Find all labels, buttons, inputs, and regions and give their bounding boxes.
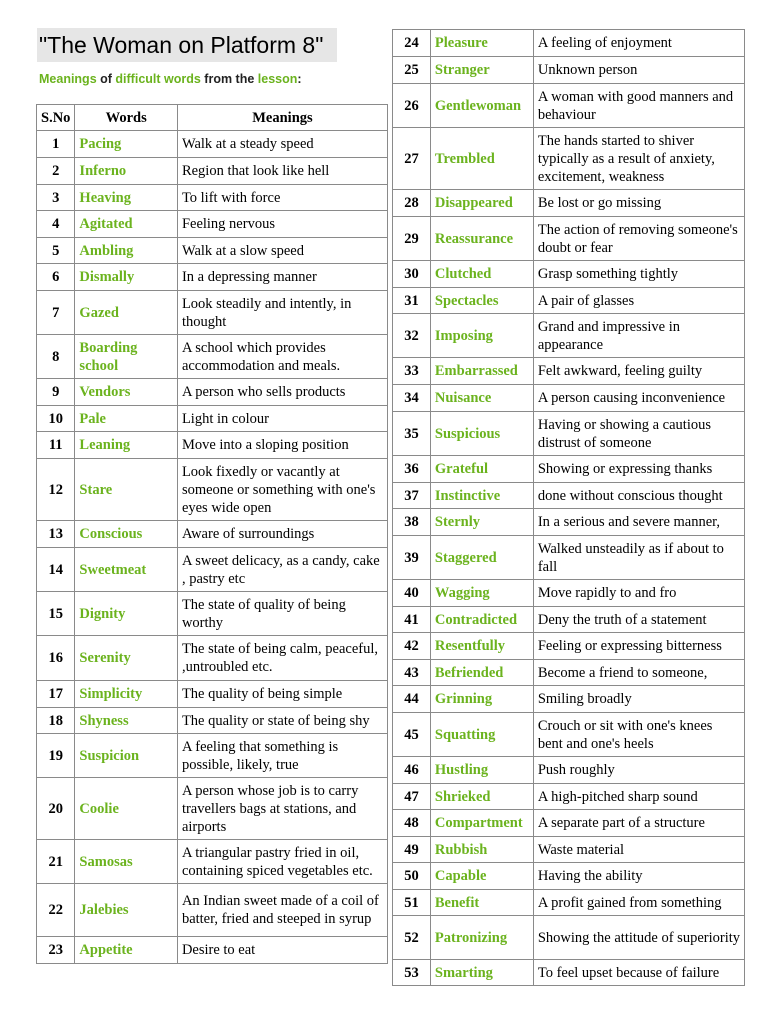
table-row (393, 960, 745, 986)
row-number: 43 (393, 660, 431, 686)
vocab-word: Suspicion (75, 734, 178, 778)
word-meaning: The hands started to shiver typically as a result of anxiety, excitement, weakness (533, 128, 744, 190)
row-number: 40 (393, 580, 431, 607)
row-number: 18 (37, 708, 75, 734)
word-meaning: Deny the truth of a statement (533, 607, 744, 633)
row-number: 5 (37, 238, 75, 264)
table-row (393, 128, 745, 190)
row-number: 12 (37, 459, 75, 521)
page-subtitle (39, 72, 302, 86)
row-number: 52 (393, 916, 431, 960)
row-number: 37 (393, 483, 431, 509)
vocab-word: Trembled (430, 128, 533, 190)
row-number: 48 (393, 810, 431, 837)
table-row (393, 660, 745, 686)
word-meaning: A woman with good manners and behaviour (533, 84, 744, 128)
table-row (393, 84, 745, 128)
table-row (37, 211, 388, 238)
vocab-word: Smarting (430, 960, 533, 986)
row-number: 49 (393, 837, 431, 863)
row-number: 11 (37, 432, 75, 459)
row-number: 24 (393, 30, 431, 57)
table-row (37, 238, 388, 264)
word-meaning: Unknown person (533, 57, 744, 84)
vocab-word: Disappeared (430, 190, 533, 217)
vocab-word: Pleasure (430, 30, 533, 57)
vocab-word: Befriended (430, 660, 533, 686)
word-meaning: Showing or expressing thanks (533, 456, 744, 483)
table-row (37, 884, 388, 937)
word-meaning: Felt awkward, feeling guilty (533, 358, 744, 385)
row-number: 13 (37, 521, 75, 548)
word-meaning: Desire to eat (177, 937, 387, 964)
word-meaning: Be lost or go missing (533, 190, 744, 217)
word-meaning: Move rapidly to and fro (533, 580, 744, 607)
table-row (37, 708, 388, 734)
vocab-word: Heaving (75, 185, 178, 211)
row-number: 8 (37, 335, 75, 379)
row-number: 53 (393, 960, 431, 986)
row-number: 23 (37, 937, 75, 964)
table-row (37, 734, 388, 778)
table-row (393, 483, 745, 509)
row-number: 31 (393, 288, 431, 314)
vocab-word: Nuisance (430, 385, 533, 412)
vocab-word: Squatting (430, 713, 533, 757)
row-number: 32 (393, 314, 431, 358)
word-meaning: Walked unsteadily as if about to fall (533, 536, 744, 580)
vocab-word: Agitated (75, 211, 178, 238)
vocab-word: Rubbish (430, 837, 533, 863)
row-number: 20 (37, 778, 75, 840)
row-number: 30 (393, 261, 431, 288)
table-row (37, 432, 388, 459)
table-row (393, 288, 745, 314)
vocab-word: Vendors (75, 379, 178, 406)
row-number: 6 (37, 264, 75, 291)
subtitle-segment: from the (200, 72, 258, 86)
row-number: 29 (393, 217, 431, 261)
row-number: 3 (37, 185, 75, 211)
vocabulary-table-left (36, 104, 388, 964)
word-meaning: The quality of being simple (177, 681, 387, 708)
table-row (393, 713, 745, 757)
table-row (37, 335, 388, 379)
vocab-word: Boarding school (75, 335, 178, 379)
vocab-word: Samosas (75, 840, 178, 884)
vocab-word: Contradicted (430, 607, 533, 633)
vocab-word: Simplicity (75, 681, 178, 708)
header-sno: S.No (37, 105, 75, 131)
vocab-word: Stranger (430, 57, 533, 84)
row-number: 39 (393, 536, 431, 580)
table-row (393, 686, 745, 713)
table-row (37, 592, 388, 636)
subtitle-segment: difficult words (115, 72, 201, 86)
table-row (393, 810, 745, 837)
table-row (37, 778, 388, 840)
table-row (393, 456, 745, 483)
vocab-word: Pacing (75, 131, 178, 158)
word-meaning: A feeling that something is possible, likely, true (177, 734, 387, 778)
vocab-word: Capable (430, 863, 533, 890)
row-number: 9 (37, 379, 75, 406)
word-meaning: A high-pitched sharp sound (533, 784, 744, 810)
vocab-word: Clutched (430, 261, 533, 288)
vocab-word: Stare (75, 459, 178, 521)
word-meaning: To feel upset because of failure (533, 960, 744, 986)
vocabulary-table-right (392, 29, 745, 986)
table-row (393, 890, 745, 916)
word-meaning: Grasp something tightly (533, 261, 744, 288)
row-number: 38 (393, 509, 431, 536)
vocab-word: Patronizing (430, 916, 533, 960)
word-meaning: To lift with force (177, 185, 387, 211)
vocab-word: Inferno (75, 158, 178, 185)
table-row (393, 57, 745, 84)
table-row (393, 261, 745, 288)
row-number: 21 (37, 840, 75, 884)
word-meaning: The state of quality of being worthy (177, 592, 387, 636)
row-number: 1 (37, 131, 75, 158)
vocab-word: Jalebies (75, 884, 178, 937)
vocab-word: Compartment (430, 810, 533, 837)
table-row (393, 314, 745, 358)
word-meaning: Push roughly (533, 757, 744, 784)
vocab-word: Benefit (430, 890, 533, 916)
row-number: 22 (37, 884, 75, 937)
page-title: "The Woman on Platform 8" (37, 28, 337, 62)
vocab-word: Coolie (75, 778, 178, 840)
vocab-word: Dismally (75, 264, 178, 291)
vocab-word: Sweetmeat (75, 548, 178, 592)
table-row (393, 837, 745, 863)
table-row (37, 548, 388, 592)
word-meaning: Region that look like hell (177, 158, 387, 185)
row-number: 50 (393, 863, 431, 890)
vocab-word: Grinning (430, 686, 533, 713)
row-number: 46 (393, 757, 431, 784)
vocab-word: Gentlewoman (430, 84, 533, 128)
word-meaning: The state of being calm, peaceful, ,untroubled etc. (177, 636, 387, 681)
vocab-word: Instinctive (430, 483, 533, 509)
row-number: 25 (393, 57, 431, 84)
word-meaning: Walk at a steady speed (177, 131, 387, 158)
table-row (37, 379, 388, 406)
table-row (393, 509, 745, 536)
header-meanings: Meanings (177, 105, 387, 131)
vocab-word: Shyness (75, 708, 178, 734)
vocab-word: Staggered (430, 536, 533, 580)
row-number: 15 (37, 592, 75, 636)
subtitle-segment: of (96, 72, 116, 86)
vocab-word: Dignity (75, 592, 178, 636)
table-row (37, 406, 388, 432)
table-row (37, 521, 388, 548)
subtitle-segment: Meanings (39, 72, 97, 86)
table-row (393, 784, 745, 810)
table-row (393, 863, 745, 890)
word-meaning: Become a friend to someone, (533, 660, 744, 686)
table-row (393, 217, 745, 261)
table-row (37, 840, 388, 884)
row-number: 27 (393, 128, 431, 190)
row-number: 41 (393, 607, 431, 633)
subtitle-segment: lesson (257, 72, 298, 86)
vocab-word: Sternly (430, 509, 533, 536)
table-row (37, 681, 388, 708)
table-row (393, 30, 745, 57)
row-number: 42 (393, 633, 431, 660)
word-meaning: Showing the attitude of superiority (533, 916, 744, 960)
word-meaning: A triangular pastry fried in oil, containing spiced vegetables etc. (177, 840, 387, 884)
word-meaning: Feeling or expressing bitterness (533, 633, 744, 660)
row-number: 35 (393, 412, 431, 456)
word-meaning: In a serious and severe manner, (533, 509, 744, 536)
word-meaning: A person whose job is to carry travellers bags at stations, and airports (177, 778, 387, 840)
table-row (37, 291, 388, 335)
vocab-word: Resentfully (430, 633, 533, 660)
vocab-word: Conscious (75, 521, 178, 548)
table-row (393, 757, 745, 784)
table-row (37, 937, 388, 964)
word-meaning: Crouch or sit with one's knees bent and one's heels (533, 713, 744, 757)
word-meaning: A pair of glasses (533, 288, 744, 314)
table-row (393, 916, 745, 960)
row-number: 33 (393, 358, 431, 385)
table-row (37, 459, 388, 521)
vocab-word: Gazed (75, 291, 178, 335)
table-row (393, 412, 745, 456)
table-row (393, 580, 745, 607)
row-number: 51 (393, 890, 431, 916)
vocab-word: Suspicious (430, 412, 533, 456)
row-number: 2 (37, 158, 75, 185)
row-number: 10 (37, 406, 75, 432)
row-number: 47 (393, 784, 431, 810)
word-meaning: Grand and impressive in appearance (533, 314, 744, 358)
word-meaning: In a depressing manner (177, 264, 387, 291)
word-meaning: done without conscious thought (533, 483, 744, 509)
vocab-word: Wagging (430, 580, 533, 607)
row-number: 4 (37, 211, 75, 238)
vocab-word: Grateful (430, 456, 533, 483)
word-meaning: A profit gained from something (533, 890, 744, 916)
vocab-word: Appetite (75, 937, 178, 964)
row-number: 7 (37, 291, 75, 335)
table-row (393, 536, 745, 580)
table-row (393, 385, 745, 412)
word-meaning: Feeling nervous (177, 211, 387, 238)
word-meaning: Look steadily and intently, in thought (177, 291, 387, 335)
table-row (393, 190, 745, 217)
word-meaning: The action of removing someone's doubt or fear (533, 217, 744, 261)
vocab-word: Imposing (430, 314, 533, 358)
header-words: Words (75, 105, 178, 131)
row-number: 16 (37, 636, 75, 681)
row-number: 14 (37, 548, 75, 592)
word-meaning: Light in colour (177, 406, 387, 432)
word-meaning: Walk at a slow speed (177, 238, 387, 264)
word-meaning: Look fixedly or vacantly at someone or something with one's eyes wide open (177, 459, 387, 521)
row-number: 36 (393, 456, 431, 483)
word-meaning: Smiling broadly (533, 686, 744, 713)
row-number: 28 (393, 190, 431, 217)
row-number: 34 (393, 385, 431, 412)
vocab-word: Serenity (75, 636, 178, 681)
row-number: 44 (393, 686, 431, 713)
word-meaning: A school which provides accommodation and meals. (177, 335, 387, 379)
vocab-word: Reassurance (430, 217, 533, 261)
table-row (37, 185, 388, 211)
row-number: 45 (393, 713, 431, 757)
vocab-word: Pale (75, 406, 178, 432)
word-meaning: Aware of surroundings (177, 521, 387, 548)
table-row (37, 158, 388, 185)
table-row (37, 264, 388, 291)
word-meaning: A sweet delicacy, as a candy, cake , pastry etc (177, 548, 387, 592)
word-meaning: An Indian sweet made of a coil of batter, fried and steeped in syrup (177, 884, 387, 937)
table-row (37, 131, 388, 158)
word-meaning: A person who sells products (177, 379, 387, 406)
word-meaning: A feeling of enjoyment (533, 30, 744, 57)
word-meaning: The quality or state of being shy (177, 708, 387, 734)
table-row (37, 636, 388, 681)
word-meaning: Move into a sloping position (177, 432, 387, 459)
table-row (393, 607, 745, 633)
row-number: 26 (393, 84, 431, 128)
vocab-word: Spectacles (430, 288, 533, 314)
vocab-word: Hustling (430, 757, 533, 784)
vocab-word: Ambling (75, 238, 178, 264)
table-header-row (37, 105, 388, 131)
vocab-word: Shrieked (430, 784, 533, 810)
table-row (393, 633, 745, 660)
row-number: 17 (37, 681, 75, 708)
vocab-word: Leaning (75, 432, 178, 459)
word-meaning: Waste material (533, 837, 744, 863)
word-meaning: A separate part of a structure (533, 810, 744, 837)
row-number: 19 (37, 734, 75, 778)
word-meaning: Having or showing a cautious distrust of someone (533, 412, 744, 456)
word-meaning: A person causing inconvenience (533, 385, 744, 412)
vocab-word: Embarrassed (430, 358, 533, 385)
word-meaning: Having the ability (533, 863, 744, 890)
table-row (393, 358, 745, 385)
subtitle-segment: : (297, 72, 302, 86)
